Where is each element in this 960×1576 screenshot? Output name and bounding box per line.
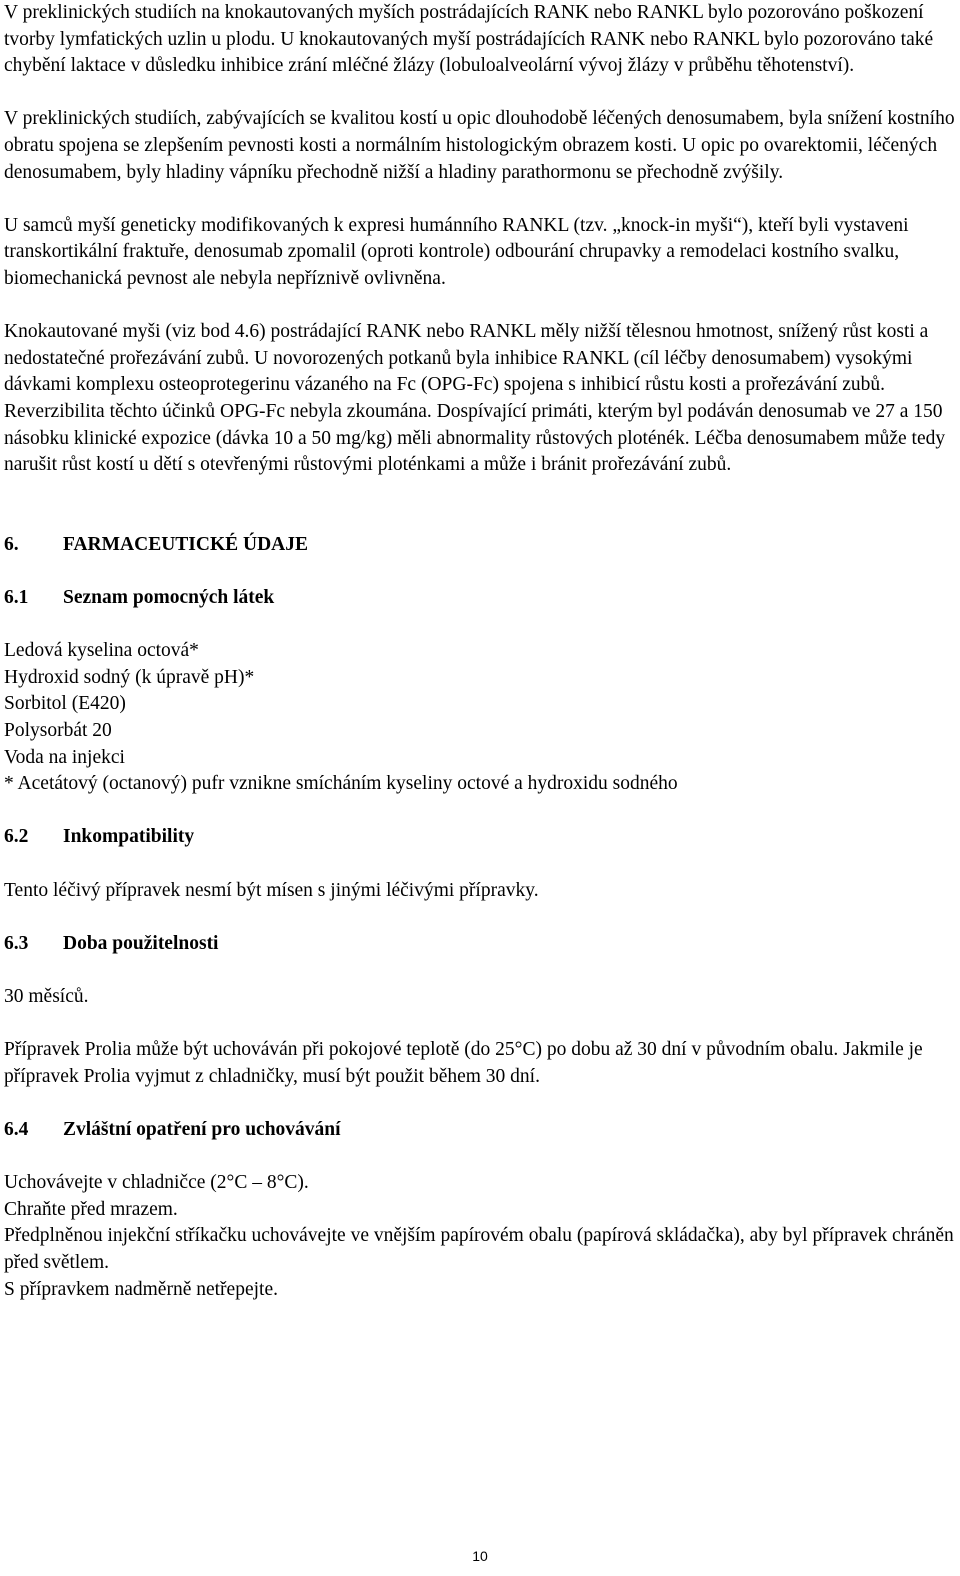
- storage-line: S přípravkem nadměrně netřepejte.: [4, 1278, 278, 1300]
- storage-line: Uchovávejte v chladničce (2°C – 8°C).: [4, 1172, 309, 1194]
- section-number: 6.2: [4, 826, 29, 848]
- storage-line: Chraňte před mrazem.: [4, 1198, 178, 1220]
- paragraph-knock-in-mice: U samců myší geneticky modifikovaných k expresi humánního RANKL (tzv. „knock-in myši“), kteří byli vystaveni transkortikální fraktuře, denosumab zpomalil (oproti kontrole) odbourání chrupavky a remodelaci kostního svalku, biomechanická pevnost ale nebyla nepříznivě ovlivněna.: [4, 214, 909, 289]
- section-title: Doba použitelnosti: [63, 932, 219, 954]
- paragraph-knockout-growth: Knokautované myši (viz bod 4.6) postrádající RANK nebo RANKL měly nižší tělesnou hmotnost, snížený růst kosti a nedostatečné prořezávání zubů. U novorozených potkanů byla inhibice RANKL (cíl léčby denosumabem) vysokými dávkami komplexu osteoprotegerinu vázaného na Fc (OPG-Fc) spojena s inhibicí růstu kosti a prořezávání zubů. Reverzibilita těchto účinků OPG-Fc nebyla zkoumána. Dospívající primáti, kterým byl podáván denosumab ve 27 a 150 násobku klinické expozice (dávka 10 a 50 mg/kg) měli abnormality růstových ploténék. Léčba denosumabem může tedy narušit růst kostí u dětí s otevřenými růstovými ploténkami a může i bránit prořezávání zubů.: [4, 321, 946, 476]
- excipient-footnote: * Acetátový (octanový) pufr vznikne smícháním kyseliny octové a hydroxidu sodného: [4, 773, 678, 795]
- section-number: 6.4: [4, 1118, 29, 1140]
- section-6-1-heading: [4, 585, 956, 612]
- document-page: [4, 0, 956, 1303]
- section-number: 6.1: [4, 587, 29, 609]
- excipient-item: Polysorbát 20: [4, 720, 112, 742]
- excipient-item: Ledová kyselina octová*: [4, 640, 199, 662]
- section-number: 6.: [4, 533, 19, 555]
- section-number: 6.3: [4, 932, 29, 954]
- section-6-2-heading: [4, 824, 956, 851]
- paragraph-preclinical-lymph: V preklinických studiích na knokautovaných myších postrádajících RANK nebo RANKL bylo pozorováno poškození tvorby lymfatických uzlin u plodu. U knokautovaných myší postrádajících RANK nebo RANKL bylo pozorováno také chybění laktace v důsledku inhibice zrání mléčné žlázy (lobuloalveolární vývoj žlázy v průběhu těhotenství).: [4, 2, 934, 77]
- excipient-item: Sorbitol (E420): [4, 693, 126, 715]
- shelf-life-text: 30 měsíců.: [4, 985, 89, 1007]
- section-6-4-heading: [4, 1117, 956, 1144]
- section-title: FARMACEUTICKÉ ÚDAJE: [63, 533, 309, 555]
- section-title: Inkompatibility: [63, 826, 195, 848]
- section-6-3-heading: [4, 931, 956, 958]
- section-6-heading: [4, 532, 956, 559]
- page-number: 10: [472, 1548, 488, 1564]
- excipient-item: Hydroxid sodný (k úpravě pH)*: [4, 666, 255, 688]
- section-title: Zvláštní opatření pro uchovávání: [63, 1118, 341, 1140]
- room-temperature-text: Přípravek Prolia může být uchováván při pokojové teplotě (do 25°C) po dobu až 30 dní v původním obalu. Jakmile je přípravek Prolia vyjmut z chladničky, musí být použit během 30 dní.: [4, 1039, 923, 1087]
- storage-line: Předplněnou injekční stříkačku uchovávejte ve vnějším papírovém obalu (papírová skládačka), aby byl přípravek chráněn před světlem.: [4, 1225, 954, 1273]
- section-title: Seznam pomocných látek: [63, 587, 275, 609]
- paragraph-bone-quality: V preklinických studiích, zabývajících se kvalitou kostí u opic dlouhodobě léčených denosumabem, byla snížení kostního obratu spojena se zlepšením pevnosti kosti a normálním histologickým obrazem kosti. U opic po ovarektomii, léčených denosumabem, byly hladiny vápníku přechodně nižší a hladiny parathormonu se přechodně zvýšily.: [4, 108, 955, 183]
- excipient-item: Voda na injekci: [4, 746, 125, 768]
- incompatibility-text: Tento léčivý přípravek nesmí být mísen s jinými léčivými přípravky.: [4, 879, 539, 901]
